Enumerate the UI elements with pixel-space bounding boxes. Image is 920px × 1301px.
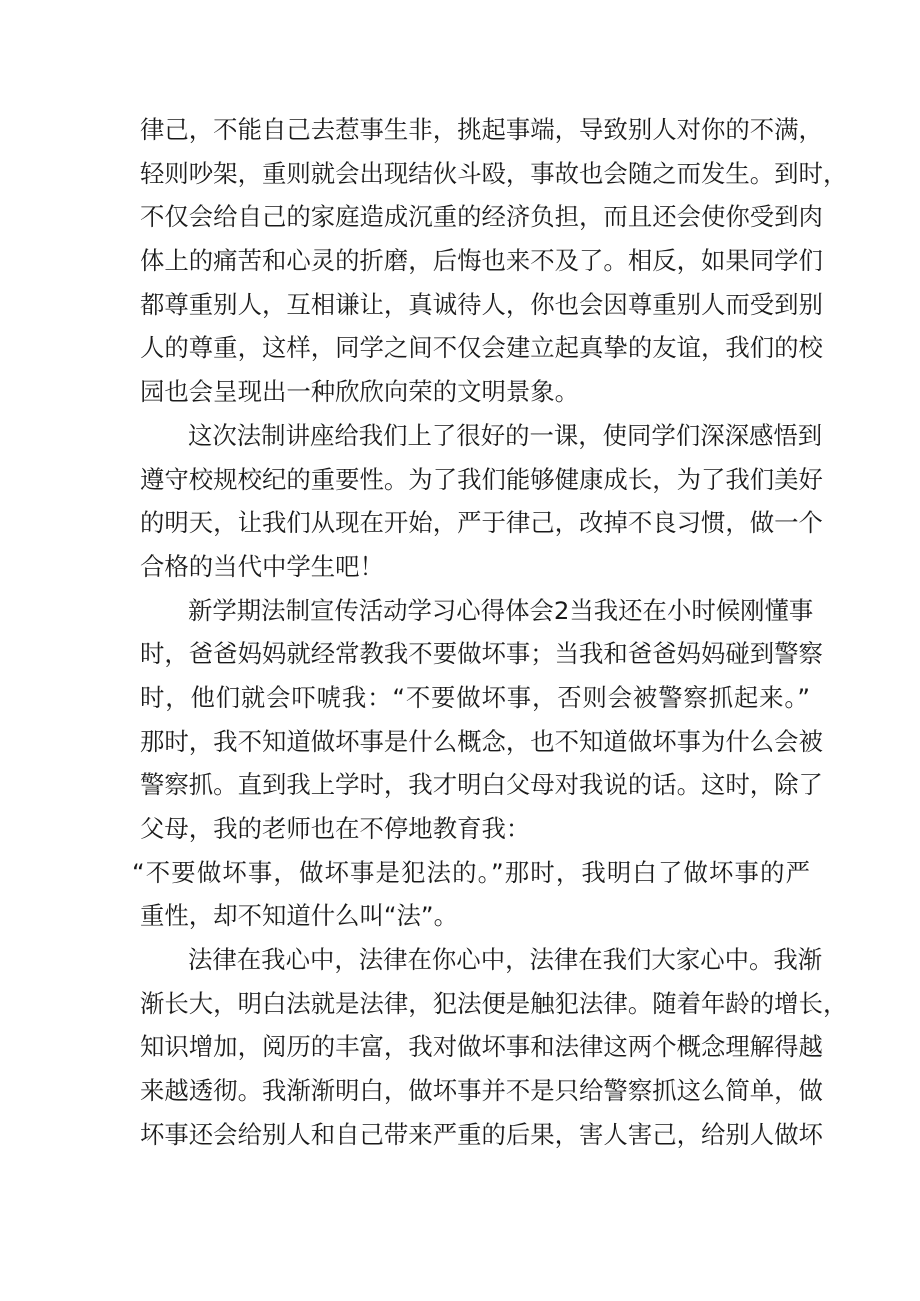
text-line: 警察抓。直到我上学时，我才明白父母对我说的话。这时，除了 (140, 770, 823, 800)
text-line: 父母，我的老师也在不停地教育我： (140, 814, 531, 843)
text-line: 人的尊重，这样，同学之间不仅会建立起真挚的友谊，我们的校 (140, 333, 823, 363)
text-line: 合格的当代中学生吧！ (140, 551, 384, 581)
text-line: 时，他们就会吓唬我：“不要做坏事，否则会被警察抓起来。” (140, 682, 810, 712)
text-line: 坏事还会给别人和自己带来严重的后果，害人害己，给别人做坏 (140, 1119, 823, 1149)
body-text (132, 108, 848, 1157)
text-line: 来越透彻。我渐渐明白，做坏事并不是只给警察抓这么简单，做 (140, 1076, 823, 1106)
text-line: 都尊重别人，互相谦让，真诚待人，你也会因尊重别人而受到别 (140, 289, 823, 319)
paragraph-first-line: 法律在我心中，法律在你心中，法律在我们大家心中。我渐 (188, 945, 823, 975)
text-line: 渐长大，明白法就是法律，犯法便是触犯法律。随着年龄的增长， (140, 988, 848, 1018)
text-line: 知识增加，阅历的丰富，我对做坏事和法律这两个概念理解得越 (140, 1032, 823, 1062)
text-line: 轻则吵架，重则就会出现结伙斗殴，事故也会随之而发生。到时， (140, 158, 848, 188)
text-line: 重性，却不知道什么叫“法”。 (140, 901, 458, 931)
text-line: 不仅会给自己的家庭造成沉重的经济负担，而且还会使你受到肉 (140, 202, 823, 232)
text-line: 园也会呈现出一种欣欣向荣的文明景象。 (140, 377, 580, 407)
paragraph-first-line: 这次法制讲座给我们上了很好的一课，使同学们深深感悟到 (188, 420, 823, 450)
text-line: 的明天，让我们从现在开始，严于律己，改掉不良习惯，做一个 (140, 508, 823, 538)
paragraph-first-line: 新学期法制宣传活动学习心得体会2当我还在小时候刚懂事 (188, 595, 814, 625)
text-line: “不要做坏事，做坏事是犯法的。”那时，我明白了做坏事的严 (132, 857, 810, 887)
text-line: 体上的痛苦和心灵的折磨，后悔也来不及了。相反，如果同学们 (140, 246, 823, 276)
text-line: 时，爸爸妈妈就经常教我不要做坏事；当我和爸爸妈妈碰到警察 (140, 639, 823, 669)
text-line: 遵守校规校纪的重要性。为了我们能够健康成长，为了我们美好 (140, 464, 823, 494)
text-line: 那时，我不知道做坏事是什么概念，也不知道做坏事为什么会被 (140, 726, 823, 756)
text-line: 律己，不能自己去惹事生非，挑起事端，导致别人对你的不满， (140, 115, 823, 144)
